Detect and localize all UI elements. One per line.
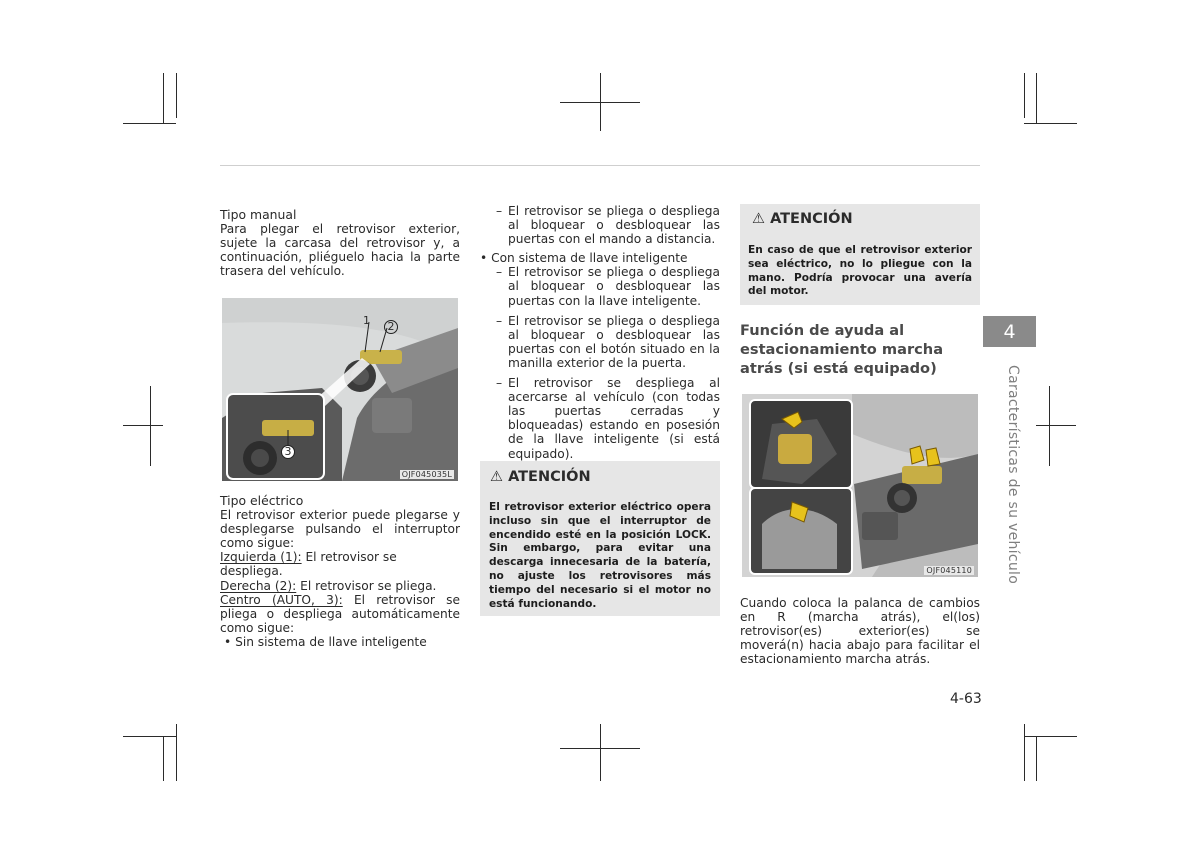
item-left: Izquierda (1): El retrovisor se despliega. xyxy=(220,550,397,579)
warning-text: El retrovisor exterior eléctrico opera incluso sin que el interruptor de encendido esté en la posición LOCK. Sin embargo, para evitar una descarga innecesaria de la batería, no ajuste los retrovisores más tiempo del necesario si el motor no está funcionando. xyxy=(489,501,711,610)
manual-heading: Tipo manual xyxy=(220,207,297,222)
item-center: Centro (AUTO, 3): El retrovisor se pliega o despliega automáticamente como sigue: xyxy=(220,592,460,635)
electric-text: El retrovisor exterior puede plegarse y desplegarse pulsando el interruptor como sigue: xyxy=(220,508,460,551)
manual-text: Para plegar el retrovisor exterior, sujete la carcasa del retrovisor y, a continuación, pliéguelo hacia la parte trasera del vehículo. xyxy=(220,222,460,279)
mirror-switch-figure xyxy=(222,298,458,481)
chapter-title: Características de su vehículo xyxy=(1005,365,1021,585)
door-switch-illustration xyxy=(222,298,458,481)
electric-heading: Tipo eléctrico xyxy=(220,493,304,508)
callout-2: 2 xyxy=(384,320,398,334)
bullet-no-smart-key: • Sin sistema de llave inteligente xyxy=(224,634,427,649)
dash-item: – El retrovisor se pliega o despliega al bloquear o desbloquear las puertas con la llave inteligente. xyxy=(496,265,720,308)
dash-item: – El retrovisor se despliega al acercarse al vehículo (con todas las puertas cerradas y bloqueadas) estando en posesión de la llave inteligente (si está equipado). xyxy=(496,376,720,461)
header-rule xyxy=(220,165,980,166)
figure-code: OJF045110 xyxy=(926,566,972,575)
callout-1: 1 xyxy=(363,314,370,327)
chapter-tab: 4 xyxy=(983,316,1036,347)
page-number: 4-63 xyxy=(950,691,982,707)
warning-triangle-icon: ⚠ xyxy=(752,211,765,227)
item-right: Derecha (2): El retrovisor se pliega. xyxy=(220,578,437,593)
figure-code: OJF045035L xyxy=(401,470,452,479)
warning-text: En caso de que el retrovisor exterior sea eléctrico, no lo pliegue con la mano. Podría provocar una avería del motor. xyxy=(748,244,972,298)
dash-item: – El retrovisor se pliega o despliega al bloquear o desbloquear las puertas con el mando a distancia. xyxy=(496,204,720,247)
right-body-text: Cuando coloca la palanca de cambios en R (marcha atrás), el(los) retrovisor(es) exterior(es) se moverá(n) hacia abajo para facilitar el estacionamiento marcha atrás. xyxy=(740,596,980,667)
dash-item: – El retrovisor se pliega o despliega al bloquear o desbloquear las puertas con el botón situado en la manilla exterior de la puerta. xyxy=(496,313,720,370)
left-column-bottom xyxy=(220,494,460,649)
bullet-smart-key: • Con sistema de llave inteligente xyxy=(480,251,688,266)
reverse-parking-figure xyxy=(742,394,978,577)
warning-box-right xyxy=(740,204,980,305)
warning-title: ⚠ ATENCIÓN xyxy=(752,211,853,227)
section-title: Función de ayuda al estacionamiento marcha atrás (si está equipado) xyxy=(740,322,944,377)
warning-triangle-icon: ⚠ xyxy=(490,469,503,485)
warning-title: ⚠ ATENCIÓN xyxy=(490,469,591,485)
left-column-top xyxy=(220,208,460,278)
reverse-parking-illustration xyxy=(742,394,978,577)
callout-3: 3 xyxy=(281,445,295,459)
warning-box-middle xyxy=(480,461,720,616)
middle-column xyxy=(480,204,720,461)
